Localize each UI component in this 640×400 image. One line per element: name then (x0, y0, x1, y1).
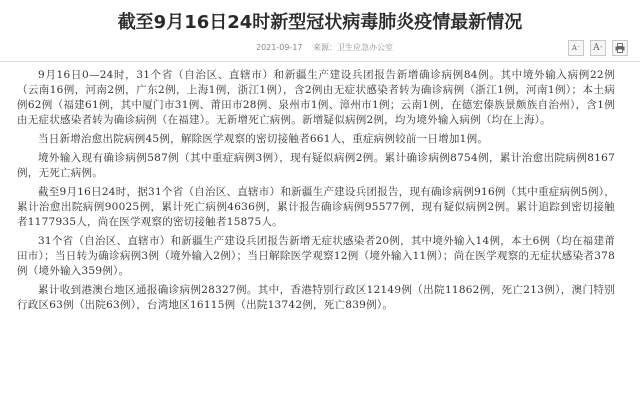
paragraph-cumulative: 截至9月16日24时，据31个省（自治区、直辖市）和新疆生产建设兵团报告，现有确诊病例916例（其中重症病例5例），累计治愈出院病例90025例，累计死亡病例4636例，累计报告确诊病例95577例，现有疑似病例2例。累计追踪到密切接触者1177935人，尚在医学观察的密切接触者15875人。 (17, 186, 615, 228)
font-increase-label: A (593, 43, 600, 53)
font-size-decrease-button[interactable] (568, 40, 584, 56)
paragraph-asymptomatic: 31个省（自治区、直辖市）和新疆生产建设兵团报告新增无症状感染者20例，其中境外输入14例，本土6例（均在福建莆田市）；当日转为确诊病例3例（境外输入2例）；当日解除医学观察12例（境外输入11例）；尚在医学观察的无症状感染者378例（境外输入359例）。 (17, 235, 615, 277)
font-size-increase-button[interactable] (590, 40, 606, 56)
article-source: 来源：卫生应急办公室 (313, 43, 394, 52)
font-decrease-label: A (571, 44, 577, 52)
paragraph-imported: 境外输入现有确诊病例587例（其中重症病例3例），现有疑似病例2例。累计确诊病例8754例，累计治愈出院病例8167例，无死亡病例。 (17, 152, 615, 179)
publish-date: 2021-09-17 (256, 43, 303, 52)
paragraph-recovered: 当日新增治愈出院病例45例，解除医学观察的密切接触者661人，重症病例较前一日增加1例。 (38, 133, 489, 145)
article-tools (568, 38, 628, 58)
article-meta (256, 38, 393, 58)
article-meta-bar (0, 38, 640, 58)
minus-icon: ⁻ (576, 45, 581, 52)
paragraph-new-cases: 9月16日0—24时，31个省（自治区、直辖市）和新疆生产建设兵团报告新增确诊病例84例。其中境外输入病例22例（云南16例，河南2例，广东2例，上海1例，浙江1例），含2例由无症状感染者转为确诊病例（浙江1例，河南1例）；本土病例62例（福建61例，其中厦门市31例、莆田市28例、泉州市1例、漳州市1例；云南1例，在德宏傣族景颇族自治州），含1例由无症状感染者转为确诊病例（在福建）。无新增死亡病例。新增疑似病例2例，均为境外输入病例（均在上海）。 (17, 69, 615, 126)
title-divider (0, 61, 640, 62)
page-title: 截至9月16日24时新型冠状病毒肺炎疫情最新情况 (117, 12, 523, 33)
article-body (17, 68, 615, 317)
printer-icon (615, 43, 625, 53)
paragraph-hk-macao-taiwan: 累计收到港澳台地区通报确诊病例28327例。其中，香港特别行政区12149例（出院11862例，死亡213例），澳门特别行政区63例（出院63例），台湾地区16115例（出院13742例，死亡839例）。 (17, 284, 615, 311)
print-button[interactable] (612, 40, 628, 56)
plus-icon: ⁺ (599, 45, 603, 52)
